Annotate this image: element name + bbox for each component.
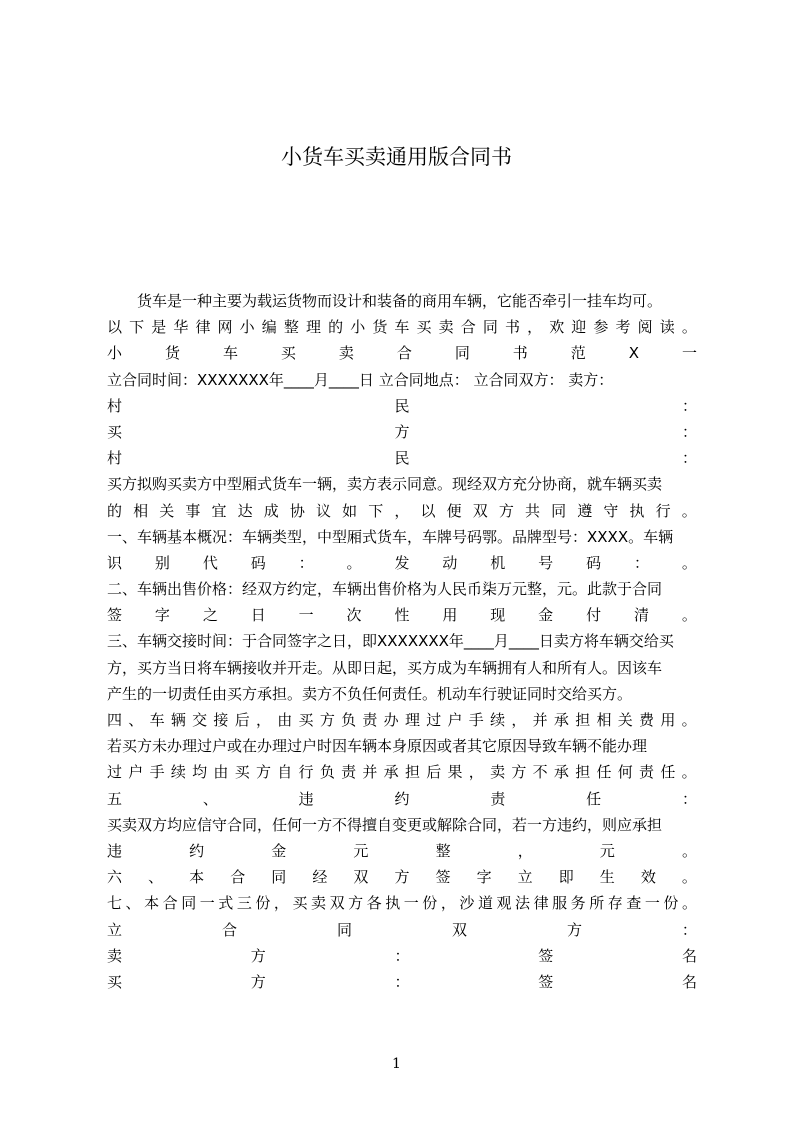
- line-glyph: 名: [681, 972, 697, 991]
- paragraph-line: [107, 759, 697, 785]
- paragraph-line: 若买方未办理过户或在办理过户时因车辆本身原因或者其它原因导致车辆不能办理: [107, 737, 648, 756]
- line-glyph: 小: [107, 344, 123, 363]
- paragraph-line: [107, 498, 697, 524]
- line-glyph: 双: [451, 920, 467, 939]
- line-glyph: 律: [533, 894, 549, 913]
- line-glyph: 负: [341, 711, 357, 729]
- line-glyph: 签: [107, 606, 123, 625]
- line-glyph: ，: [511, 711, 527, 729]
- line-glyph: 效: [640, 868, 656, 887]
- line-glyph: ，: [273, 894, 289, 913]
- line-glyph: 阅: [637, 318, 653, 337]
- line-glyph: 任: [660, 763, 676, 782]
- line-glyph: 费: [639, 711, 655, 729]
- line-glyph: ：: [681, 789, 697, 808]
- line-glyph: ：: [681, 920, 697, 939]
- line-glyph: 整: [283, 318, 299, 337]
- paragraph-line: 买卖双方均应信守合同，任何一方不得擅自变更或解除合同，若一方违约，则应承担: [107, 815, 663, 834]
- line-glyph: 担: [575, 763, 591, 782]
- line-glyph: 方: [511, 763, 527, 782]
- line-glyph: 、: [148, 868, 164, 887]
- line-glyph: 、: [128, 711, 144, 729]
- line-glyph: 违: [107, 841, 123, 860]
- line-glyph: 果: [447, 763, 463, 782]
- line-glyph: 行: [298, 763, 314, 782]
- line-glyph: 守: [603, 501, 619, 520]
- line-glyph: 承: [553, 711, 569, 729]
- line-glyph: 小: [350, 318, 366, 337]
- line-glyph: 次: [346, 606, 362, 625]
- line-glyph: 理: [404, 711, 420, 729]
- line-glyph: 方: [250, 972, 266, 991]
- line-glyph: 发: [394, 553, 410, 572]
- paragraph-line: [107, 550, 697, 576]
- paragraph-line: 三、车辆交接时间：于合同签字之日，即XXXXXXX年____月____日卖方将车辆交给买: [107, 632, 674, 651]
- line-glyph: 元: [353, 841, 369, 860]
- line-glyph: 理: [305, 318, 321, 337]
- line-glyph: 码: [250, 553, 266, 572]
- line-glyph: 责: [490, 789, 506, 808]
- line-glyph: 。: [681, 711, 697, 729]
- line-glyph: 执: [629, 501, 645, 520]
- line-glyph: 成: [263, 501, 279, 520]
- line-glyph: 。: [681, 318, 697, 337]
- line-glyph: 小: [239, 318, 255, 337]
- line-glyph: 民: [394, 449, 410, 468]
- line-glyph: 同: [551, 501, 567, 520]
- line-glyph: 卖: [490, 763, 506, 782]
- line-glyph: 的: [107, 501, 123, 520]
- line-glyph: ：: [681, 396, 697, 415]
- paragraph-line: 货车是一种主要为载运货物而设计和装备的商用车辆，它能否牵引一挂车均可。: [137, 292, 663, 310]
- line-glyph: 欢: [549, 318, 565, 337]
- line-glyph: ：: [681, 422, 697, 441]
- line-glyph: 范: [570, 344, 586, 363]
- line-glyph: 日: [250, 606, 266, 625]
- line-glyph: 七: [107, 894, 123, 913]
- document-title: 小货车买卖通用版合同书: [281, 145, 512, 169]
- line-glyph: 买: [107, 422, 123, 441]
- line-glyph: 相: [133, 501, 149, 520]
- line-glyph: 一: [681, 344, 697, 363]
- line-glyph: 一: [644, 894, 660, 913]
- line-glyph: 户: [128, 763, 144, 782]
- line-glyph: 。: [681, 868, 697, 887]
- line-glyph: 务: [570, 894, 586, 913]
- line-glyph: ：: [633, 553, 649, 572]
- page-number: 1: [392, 1056, 401, 1072]
- line-glyph: 负: [319, 763, 335, 782]
- line-glyph: 买: [280, 344, 296, 363]
- line-glyph: 、: [202, 789, 218, 808]
- line-glyph: 五: [107, 789, 123, 808]
- line-glyph: 户: [447, 711, 463, 729]
- line-glyph: 由: [277, 711, 293, 729]
- line-glyph: 同: [181, 894, 197, 913]
- line-glyph: 责: [341, 763, 357, 782]
- line-glyph: 下: [368, 501, 384, 520]
- line-glyph: 字: [154, 606, 170, 625]
- line-glyph: 后: [426, 763, 442, 782]
- line-glyph: 动: [442, 553, 458, 572]
- line-glyph: 双: [472, 501, 488, 520]
- line-glyph: 方: [348, 894, 364, 913]
- line-glyph: 交: [192, 711, 208, 729]
- line-glyph: 关: [617, 711, 633, 729]
- line-glyph: 货: [164, 344, 180, 363]
- line-glyph: 由: [213, 763, 229, 782]
- line-glyph: 关: [159, 501, 175, 520]
- line-glyph: 的: [328, 318, 344, 337]
- line-glyph: 村: [107, 396, 123, 415]
- paragraph-line: [107, 890, 697, 916]
- line-glyph: 过: [426, 711, 442, 729]
- line-glyph: ：: [394, 972, 410, 991]
- line-glyph: 违: [298, 789, 314, 808]
- line-glyph: 付: [586, 606, 602, 625]
- line-glyph: ：: [394, 946, 410, 965]
- line-glyph: 买: [292, 894, 308, 913]
- paragraph-line: [107, 943, 697, 969]
- line-glyph: 任: [586, 789, 602, 808]
- line-glyph: 担: [404, 763, 420, 782]
- line-glyph: 清: [633, 606, 649, 625]
- paragraph-line: 一、车辆基本概况：车辆类型，中型厢式货车，车牌号码鄂。品牌型号：XXXX。车辆: [107, 527, 674, 546]
- line-glyph: ，: [527, 318, 543, 337]
- line-glyph: 以: [420, 501, 436, 520]
- line-glyph: 方: [319, 711, 335, 729]
- line-glyph: 辆: [170, 711, 186, 729]
- line-glyph: 执: [385, 894, 401, 913]
- line-glyph: 买: [416, 318, 432, 337]
- line-glyph: 同: [271, 868, 287, 887]
- line-glyph: 之: [202, 606, 218, 625]
- line-glyph: 合: [230, 868, 246, 887]
- line-glyph: 。: [681, 501, 697, 520]
- paragraph-line: [107, 864, 697, 890]
- line-glyph: 份: [255, 894, 271, 913]
- line-glyph: 承: [383, 763, 399, 782]
- line-glyph: 份: [663, 894, 679, 913]
- line-glyph: 。: [681, 553, 697, 572]
- line-glyph: 买: [107, 972, 123, 991]
- paragraph-line: [107, 707, 697, 733]
- line-glyph: 货: [372, 318, 388, 337]
- paragraph-line: 二、车辆出售价格：经双方约定，车辆出售价格为人民币柒万元整，元。此款于合同: [107, 580, 663, 599]
- line-glyph: 网: [217, 318, 233, 337]
- line-glyph: 服: [552, 894, 568, 913]
- line-glyph: 自: [277, 763, 293, 782]
- line-glyph: 立: [517, 868, 533, 887]
- line-glyph: 份: [422, 894, 438, 913]
- paragraph-line: 立合同时间：XXXXXXX年____月____日 立合同地点： 立合同双方： 卖方：: [107, 370, 614, 389]
- line-glyph: 签: [538, 946, 554, 965]
- paragraph-line: 产生的一切责任由买方承担。卖方不负任何责任。机动车行驶证同时交给买方。: [107, 684, 633, 703]
- line-glyph: 查: [626, 894, 642, 913]
- line-glyph: 办: [383, 711, 399, 729]
- paragraph-line: [107, 340, 697, 366]
- line-glyph: ，: [440, 894, 456, 913]
- line-glyph: 均: [192, 763, 208, 782]
- paragraph-line: [107, 602, 697, 628]
- line-glyph: 并: [532, 711, 548, 729]
- line-glyph: 方: [250, 946, 266, 965]
- line-glyph: 不: [532, 763, 548, 782]
- line-glyph: 约: [189, 841, 205, 860]
- line-glyph: 车: [149, 711, 165, 729]
- line-glyph: 本: [189, 868, 205, 887]
- paragraph-line: 方，买方当日将车辆接收并开走。从即日起，买方成为车辆拥有人和所有人。因该车: [107, 658, 663, 677]
- line-glyph: 。: [681, 763, 697, 782]
- line-glyph: 现: [490, 606, 506, 625]
- line-glyph: 、: [125, 894, 141, 913]
- line-glyph: 手: [149, 763, 165, 782]
- line-glyph: 卖: [438, 318, 454, 337]
- line-glyph: 书: [512, 344, 528, 363]
- line-glyph: 所: [589, 894, 605, 913]
- paragraph-line: 买方拟购买卖方中型厢式货车一辆，卖方表示同意。现经双方充分协商，就车辆买卖: [107, 475, 663, 494]
- line-glyph: ：: [298, 553, 314, 572]
- line-glyph: 双: [329, 894, 345, 913]
- line-glyph: 三: [236, 894, 252, 913]
- line-glyph: 后: [234, 711, 250, 729]
- line-glyph: 约: [394, 789, 410, 808]
- line-glyph: 编: [261, 318, 277, 337]
- line-glyph: 机: [490, 553, 506, 572]
- line-glyph: 迎: [571, 318, 587, 337]
- line-glyph: 合: [396, 344, 412, 363]
- line-glyph: 是: [151, 318, 167, 337]
- line-glyph: X: [628, 344, 639, 363]
- line-glyph: 并: [362, 763, 378, 782]
- line-glyph: 方: [498, 501, 514, 520]
- line-glyph: 卖: [338, 344, 354, 363]
- line-glyph: 立: [107, 920, 123, 939]
- line-glyph: 下: [129, 318, 145, 337]
- line-glyph: 法: [515, 894, 531, 913]
- line-glyph: 整: [435, 841, 451, 860]
- line-glyph: 签: [538, 972, 554, 991]
- paragraph-line: [107, 419, 697, 445]
- line-glyph: 识: [107, 553, 123, 572]
- line-glyph: 六: [107, 868, 123, 887]
- paragraph-line: [107, 314, 697, 340]
- line-glyph: 同: [482, 318, 498, 337]
- line-glyph: 同: [454, 344, 470, 363]
- line-glyph: 。: [346, 553, 362, 572]
- paragraph-line: [107, 786, 697, 812]
- line-glyph: ，: [394, 501, 410, 520]
- line-glyph: 元: [599, 841, 615, 860]
- line-glyph: 续: [170, 763, 186, 782]
- line-glyph: ，: [468, 763, 484, 782]
- line-glyph: 存: [607, 894, 623, 913]
- line-glyph: 四: [107, 711, 123, 729]
- line-glyph: 经: [312, 868, 328, 887]
- line-glyph: 金: [271, 841, 287, 860]
- line-glyph: 车: [394, 318, 410, 337]
- line-glyph: ：: [681, 449, 697, 468]
- line-glyph: 共: [525, 501, 541, 520]
- line-glyph: 书: [504, 318, 520, 337]
- line-glyph: 如: [342, 501, 358, 520]
- line-glyph: 以: [107, 318, 123, 337]
- line-glyph: 方: [566, 920, 582, 939]
- line-glyph: 合: [162, 894, 178, 913]
- line-glyph: 别: [154, 553, 170, 572]
- line-glyph: 用: [660, 711, 676, 729]
- paragraph-line: [107, 393, 697, 419]
- line-glyph: 签: [435, 868, 451, 887]
- line-glyph: 达: [237, 501, 253, 520]
- line-glyph: ，: [517, 841, 533, 860]
- line-glyph: 。: [681, 606, 697, 625]
- line-glyph: 各: [366, 894, 382, 913]
- line-glyph: 买: [234, 763, 250, 782]
- line-glyph: 即: [558, 868, 574, 887]
- line-glyph: 承: [553, 763, 569, 782]
- line-glyph: 民: [394, 396, 410, 415]
- line-glyph: 同: [336, 920, 352, 939]
- line-glyph: 式: [218, 894, 234, 913]
- line-glyph: 车: [222, 344, 238, 363]
- paragraph-line: [107, 917, 697, 943]
- line-glyph: 任: [596, 763, 612, 782]
- line-glyph: 责: [362, 711, 378, 729]
- line-glyph: 字: [476, 868, 492, 887]
- line-glyph: 沙: [459, 894, 475, 913]
- line-glyph: 方: [255, 763, 271, 782]
- line-glyph: 手: [468, 711, 484, 729]
- line-glyph: 村: [107, 449, 123, 468]
- line-glyph: 考: [615, 318, 631, 337]
- line-glyph: ，: [255, 711, 271, 729]
- line-glyph: 生: [599, 868, 615, 887]
- line-glyph: 本: [144, 894, 160, 913]
- line-glyph: 读: [659, 318, 675, 337]
- line-glyph: 相: [596, 711, 612, 729]
- line-glyph: 一: [199, 894, 215, 913]
- line-glyph: 责: [639, 763, 655, 782]
- line-glyph: 方: [394, 422, 410, 441]
- line-glyph: 参: [593, 318, 609, 337]
- line-glyph: 名: [681, 946, 697, 965]
- line-glyph: 何: [617, 763, 633, 782]
- paragraph-line: [107, 838, 697, 864]
- line-glyph: 遵: [577, 501, 593, 520]
- paragraph-line: [107, 445, 697, 471]
- line-glyph: 卖: [311, 894, 327, 913]
- line-glyph: 续: [490, 711, 506, 729]
- line-glyph: 事: [185, 501, 201, 520]
- line-glyph: 码: [586, 553, 602, 572]
- line-glyph: 双: [353, 868, 369, 887]
- line-glyph: 用: [442, 606, 458, 625]
- line-glyph: 担: [575, 711, 591, 729]
- paragraph-line: [107, 969, 697, 995]
- line-glyph: 。: [681, 894, 697, 913]
- line-glyph: 协: [289, 501, 305, 520]
- line-glyph: 性: [394, 606, 410, 625]
- line-glyph: 道: [477, 894, 493, 913]
- line-glyph: 宜: [211, 501, 227, 520]
- line-glyph: 一: [403, 894, 419, 913]
- line-glyph: 便: [446, 501, 462, 520]
- line-glyph: 金: [538, 606, 554, 625]
- line-glyph: 律: [195, 318, 211, 337]
- line-glyph: 行: [655, 501, 671, 520]
- line-glyph: 华: [173, 318, 189, 337]
- line-glyph: 。: [681, 841, 697, 860]
- line-glyph: 合: [460, 318, 476, 337]
- line-glyph: 一: [298, 606, 314, 625]
- line-glyph: 议: [316, 501, 332, 520]
- line-glyph: 卖: [107, 946, 123, 965]
- document-body: [107, 288, 697, 995]
- line-glyph: 过: [107, 763, 123, 782]
- line-glyph: 观: [496, 894, 512, 913]
- line-glyph: 接: [213, 711, 229, 729]
- line-glyph: 代: [202, 553, 218, 572]
- line-glyph: 合: [221, 920, 237, 939]
- line-glyph: 买: [298, 711, 314, 729]
- line-glyph: 方: [394, 868, 410, 887]
- line-glyph: 号: [538, 553, 554, 572]
